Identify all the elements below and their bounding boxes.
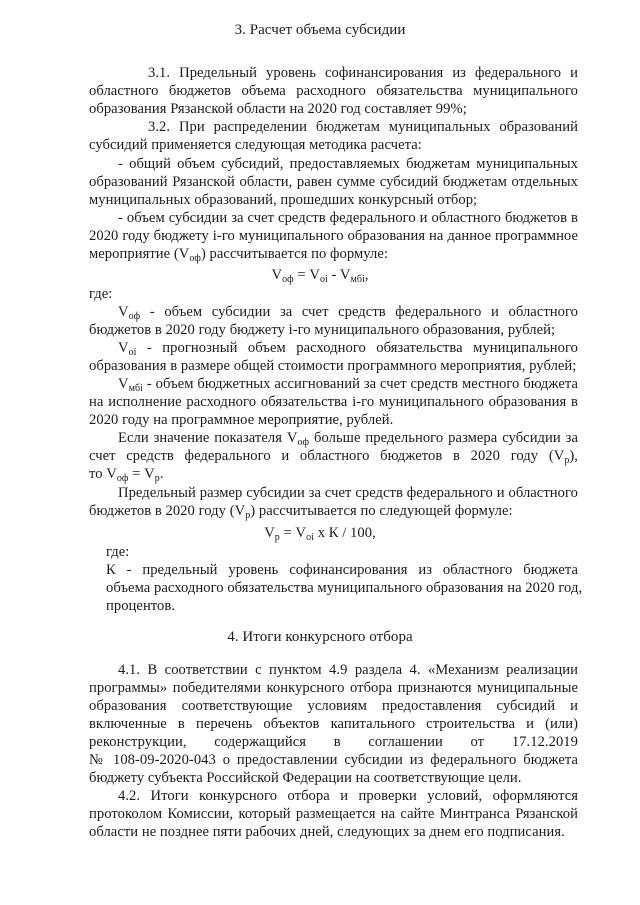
bullet1-line-1: - общий объем субсидий, предоставляемых бюджетам муниципальных: [118, 156, 578, 172]
p42-line-2: протоколом Комиссии, который размещается на сайте Минтранса Рязанской: [89, 806, 578, 822]
p41-line-7: бюджету субъекта Российской Федерации на соответствующие цели.: [89, 770, 522, 786]
p41-line-5: реконструкции, содержащийся в соглашении от 17.12.2019: [89, 734, 578, 750]
p41-line-6: № 108-09-2020-043 о предоставлении субсидии из федерального бюджета: [89, 752, 578, 768]
def1-line-1: $V_{оф}$ - объем субсидии за счет средств федерального и областного: [118, 304, 578, 322]
kdef-line-2: объема расходного обязательства муниципального образования на 2020 год,: [106, 580, 583, 596]
p41-line-4: включенные в перечень объектов капитального строительства и (или): [89, 716, 578, 732]
def3-line-2: на исполнение расходного обязательства i-го муниципального образования в: [89, 394, 578, 410]
bullet2-line-2: 2020 году бюджету i-го муниципального образования на данное программное: [89, 228, 578, 244]
kdef-line-3: процентов.: [106, 598, 176, 614]
if-line-1: Если значение показателя $V_{оф}$ больше предельного размера субсидии за: [118, 430, 579, 448]
formula-1: $V_{оф} = V_{oi} - V_{мбi}$,: [271, 267, 369, 285]
p32-line-2: субсидий применяется следующая методика расчета:: [89, 137, 422, 153]
p42-line-3: области не позднее пяти рабочих дней, следующих за днем его подписания.: [89, 824, 565, 840]
limit-line-1: Предельный размер субсидии за счет средств федерального и областного: [118, 485, 578, 501]
p31-line-3: образования Рязанской области на 2020 год составляет 99%;: [89, 101, 467, 117]
def3-line-1: $V_{мбi}$ - объем бюджетных ассигнований за счет средств местного бюджета: [118, 376, 578, 394]
def3-line-3: 2020 году на программное мероприятие, рублей.: [89, 412, 394, 428]
p32-line-1: 3.2. При распределении бюджетам муниципальных образований: [148, 119, 578, 135]
bullet1-line-2: образований Рязанской области, равен сумме субсидий бюджетам отдельных: [89, 174, 578, 190]
formula-2: $V_р = V_{oi}$ x К / 100,: [264, 525, 376, 543]
where-label-2: где:: [106, 544, 130, 560]
section-4-heading: 4. Итоги конкурсного отбора: [227, 629, 413, 645]
def2-line-1: $V_{oi}$ - прогнозный объем расходного обязательства муниципального: [118, 340, 578, 358]
bullet1-line-3: муниципальных образований, прошедших конкурсный отбор;: [89, 192, 478, 208]
kdef-line-1: К - предельный уровень софинансирования из областного бюджета: [106, 562, 578, 578]
limit-line-2: бюджетов в 2020 году $(V_р)$ рассчитывается по следующей формуле:: [89, 503, 513, 521]
def2-line-2: образования в размере общей стоимости программного мероприятия, рублей;: [89, 358, 577, 374]
def1-line-2: бюджетов в 2020 году бюджету i-го муниципального образования, рублей;: [89, 322, 556, 338]
if-line-2: счет средств федерального и областного бюджетов в 2020 году $(V_р)$,: [89, 448, 578, 466]
section-3-heading: 3. Расчет объема субсидии: [234, 22, 406, 38]
p42-line-1: 4.2. Итоги конкурсного отбора и проверки условий, оформляются: [118, 788, 578, 804]
p41-line-1: 4.1. В соответствии с пунктом 4.9 раздела 4. «Механизм реализации: [118, 662, 578, 678]
p31-line-1: 3.1. Предельный уровень софинансирования из федерального и: [148, 65, 578, 81]
bullet2-line-3: мероприятие $(V_{оф})$ рассчитывается по формуле:: [89, 246, 388, 264]
p31-line-2: областного бюджетов объема расходного обязательства муниципального: [89, 83, 578, 99]
bullet2-line-1: - объем субсидии за счет средств федерального и областного бюджетов в: [118, 210, 578, 226]
p41-line-2: программы» победителями конкурсного отбора признаются муниципальные: [89, 680, 578, 696]
where-label-1: где:: [89, 286, 113, 302]
p41-line-3: образования соответствующие условиям предоставления субсидий и: [89, 698, 578, 714]
if-line-3: то $V_{оф} = V_р$.: [89, 466, 164, 484]
